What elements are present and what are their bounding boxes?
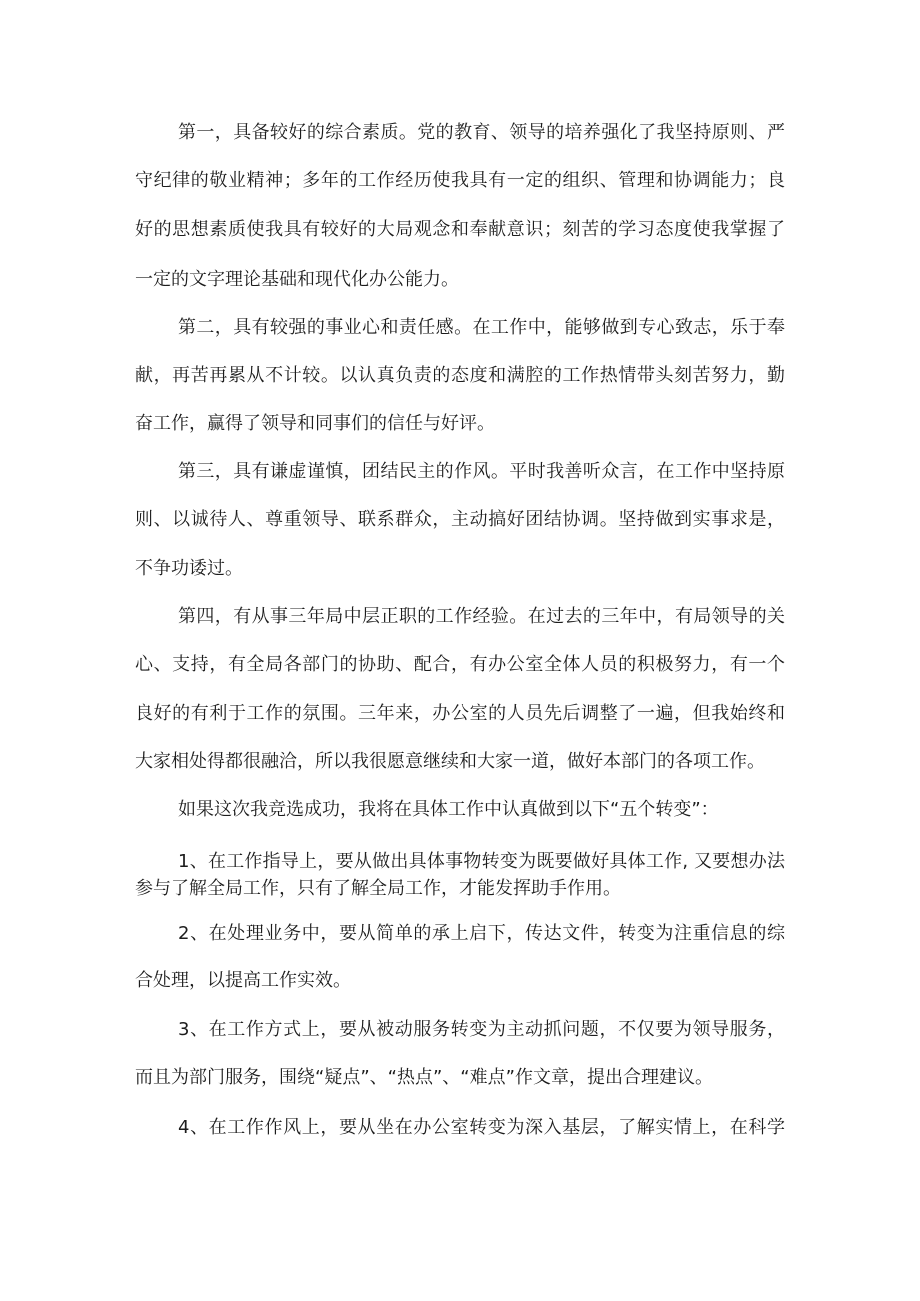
list-item-2-line-2: 合处理，以提高工作实效。 [135, 970, 351, 991]
list-item-3-line-1: 3、在工作方式上，要从被动服务转变为主动抓问题，不仅要为领导服务， [178, 1019, 785, 1040]
paragraph-1-line-2: 守纪律的敬业精神；多年的工作经历使我具有一定的组织、管理和协调能力；良 [135, 170, 785, 191]
paragraph-4-line-4: 大家相处得都很融洽，所以我很愿意继续和大家一道，做好本部门的各项工作。 [135, 751, 765, 772]
paragraph-3-line-1: 第三，具有谦虚谨慎，团结民主的作风。平时我善听众言，在工作中坚持原 [178, 461, 785, 482]
paragraph-1-line-1: 第一，具备较好的综合素质。党的教育、领导的培养强化了我坚持原则、严 [178, 122, 785, 143]
paragraph-4-line-1: 第四，有从事三年局中层正职的工作经验。在过去的三年中，有局领导的关 [178, 606, 785, 627]
paragraph-3-line-3: 不争功诿过。 [135, 558, 243, 579]
paragraph-1-line-3: 好的思想素质使我具有较好的大局观念和奉献意识；刻苦的学习态度使我掌握了 [135, 219, 785, 240]
paragraph-3-line-2: 则、以诚待人、尊重领导、联系群众，主动搞好团结协调。坚持做到实事求是， [135, 509, 785, 530]
paragraph-2-line-2: 献，再苦再累从不计较。以认真负责的态度和满腔的工作热情带头刻苦努力，勤 [135, 365, 785, 386]
list-item-4-line-1: 4、在工作作风上，要从坐在办公室转变为深入基层，了解实情上，在科学 [178, 1117, 785, 1138]
paragraph-5-line-1: 如果这次我竞选成功，我将在具体工作中认真做到以下“五个转变”： [178, 799, 719, 820]
paragraph-4-line-3: 良好的有利于工作的氛围。三年来，办公室的人员先后调整了一遍，但我始终和 [135, 703, 785, 724]
paragraph-2-line-3: 奋工作，赢得了领导和同事们的信任与好评。 [135, 413, 495, 434]
list-item-3-line-2: 而且为部门服务，围绕“疑点”、“热点”、“难点”作文章，提出合理建议。 [135, 1067, 713, 1088]
list-item-2-line-1: 2、在处理业务中，要从简单的承上启下，传达文件，转变为注重信息的综 [178, 923, 785, 944]
list-item-1-line-2: 参与了解全局工作，只有了解全局工作，才能发挥助手作用。 [135, 878, 621, 899]
paragraph-1-line-4: 一定的文字理论基础和现代化办公能力。 [135, 269, 459, 290]
paragraph-4-line-2: 心、支持，有全局各部门的协助、配合，有办公室全体人员的积极努力，有一个 [135, 654, 785, 675]
paragraph-2-line-1: 第二，具有较强的事业心和责任感。在工作中，能够做到专心致志，乐于奉 [178, 317, 785, 338]
list-item-1-line-1: 1、在工作指导上，要从做出具体事物转变为既要做好具体工作, 又要想办法 [178, 851, 785, 872]
